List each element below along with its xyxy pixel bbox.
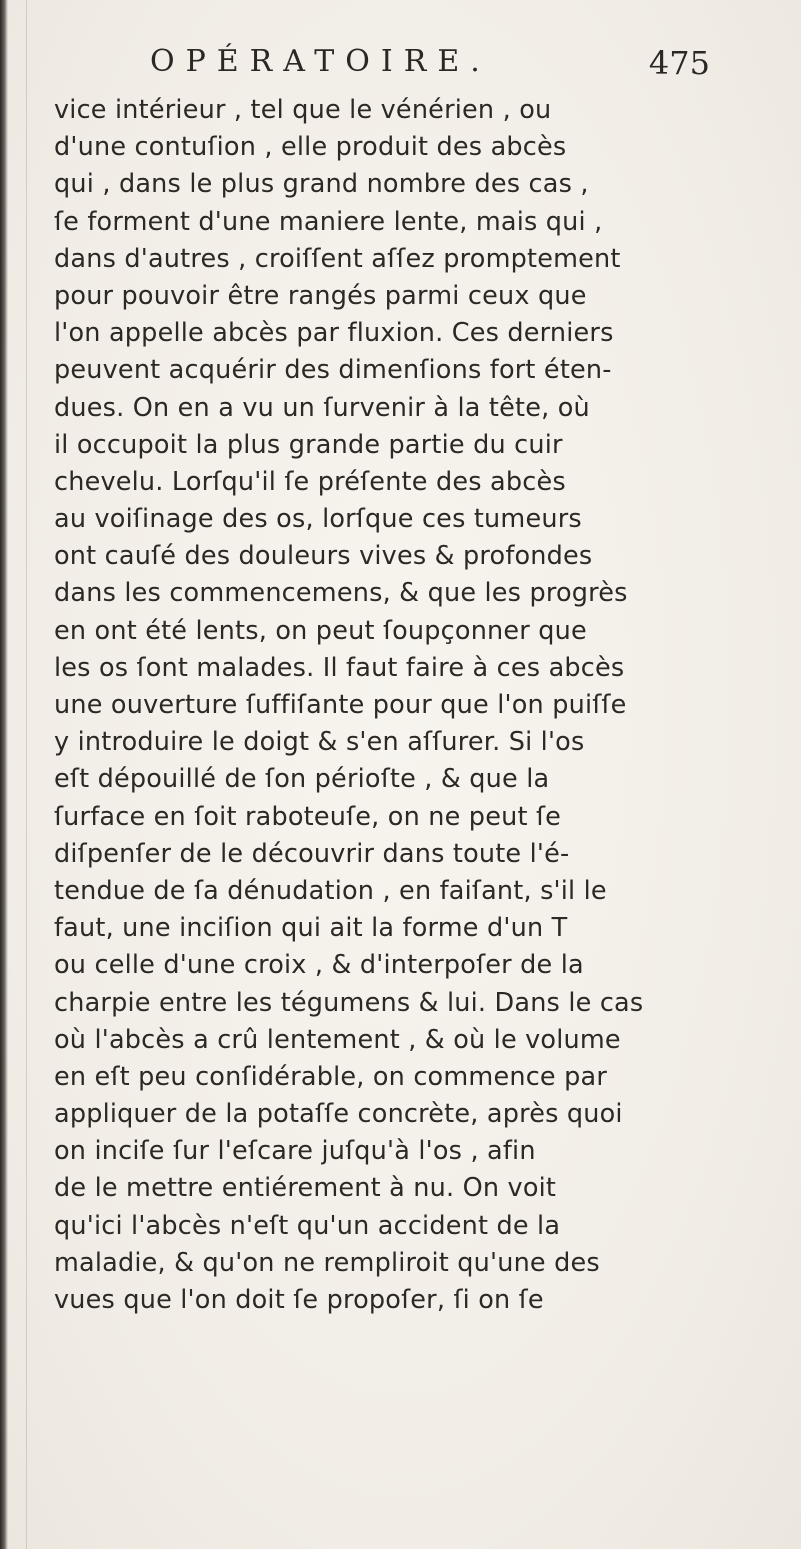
text-line: ſurface en ſoit raboteuſe, on ne peut ſe <box>54 801 562 832</box>
text-line: y introduire le doigt & s'en aſſurer. Si l'os <box>54 727 585 758</box>
text-line: pour pouvoir être rangés parmi ceux que <box>54 280 587 311</box>
text-line: eſt dépouillé de ſon périoſte , & que la <box>54 764 550 795</box>
text-line: où l'abcès a crû lentement , & où le volume <box>54 1024 621 1055</box>
text-line: vues que l'on doit ſe propoſer, ſi on ſe <box>54 1285 544 1315</box>
text-line: peuvent acquérir des dimenſions fort éten- <box>54 355 612 386</box>
text-line: charpie entre les tégumens & lui. Dans le cas <box>54 987 644 1018</box>
text-line: tendue de ſa dénudation , en faiſant, s'il le <box>54 875 607 906</box>
text-line: appliquer de la potaſſe concrète, après quoi <box>54 1099 623 1130</box>
text-line: ont cauſé des douleurs vives & profondes <box>54 541 593 572</box>
page-spine-shadow <box>0 0 8 1549</box>
page-header <box>150 44 710 88</box>
text-line: de le mettre entiérement à nu. On voit <box>54 1173 557 1204</box>
page-number: 475 <box>648 44 710 82</box>
text-line: l'on appelle abcès par fluxion. Ces derniers <box>54 318 614 349</box>
text-line: chevelu. Lorſqu'il ſe préſente des abcès <box>54 466 566 497</box>
text-line: vice intérieur , tel que le vénérien , ou <box>54 95 552 125</box>
text-line: au voiſinage des os, lorſque ces tumeurs <box>54 504 582 535</box>
text-line: faut, une inciſion qui ait la forme d'un T <box>54 913 568 944</box>
page-fold-line <box>26 0 27 1549</box>
text-line: en ont été lents, on peut ſoupçonner que <box>54 615 587 646</box>
text-line: en eſt peu conſidérable, on commence par <box>54 1061 608 1092</box>
text-line: qu'ici l'abcès n'eſt qu'un accident de la <box>54 1210 561 1241</box>
text-line: on inciſe ſur l'eſcare juſqu'à l'os , afin <box>54 1136 536 1167</box>
text-line: dans d'autres , croiſſent aſſez promptement <box>54 243 621 274</box>
text-line: diſpenſer de le découvrir dans toute l'é- <box>54 838 570 869</box>
text-line: ou celle d'une croix , & d'interpoſer de la <box>54 950 584 981</box>
text-line: les os ſont malades. Il faut faire à ces abcès <box>54 652 625 683</box>
text-line: une ouverture ſuffiſante pour que l'on puiſſe <box>54 690 627 720</box>
running-title: OPÉRATOIRE. <box>150 44 491 79</box>
text-line: qui , dans le plus grand nombre des cas , <box>54 169 589 200</box>
text-line: il occupoit la plus grande partie du cuir <box>54 429 563 460</box>
body-text <box>54 92 784 1319</box>
text-line: dues. On en a vu un ſurvenir à la tête, où <box>54 392 590 423</box>
text-line: d'une contuſion , elle produit des abcès <box>54 132 567 163</box>
text-line: ſe forment d'une maniere lente, mais qui , <box>54 206 603 237</box>
text-line: dans les commencemens, & que les progrès <box>54 578 628 609</box>
text-line: maladie, & qu'on ne rempliroit qu'une des <box>54 1247 600 1278</box>
